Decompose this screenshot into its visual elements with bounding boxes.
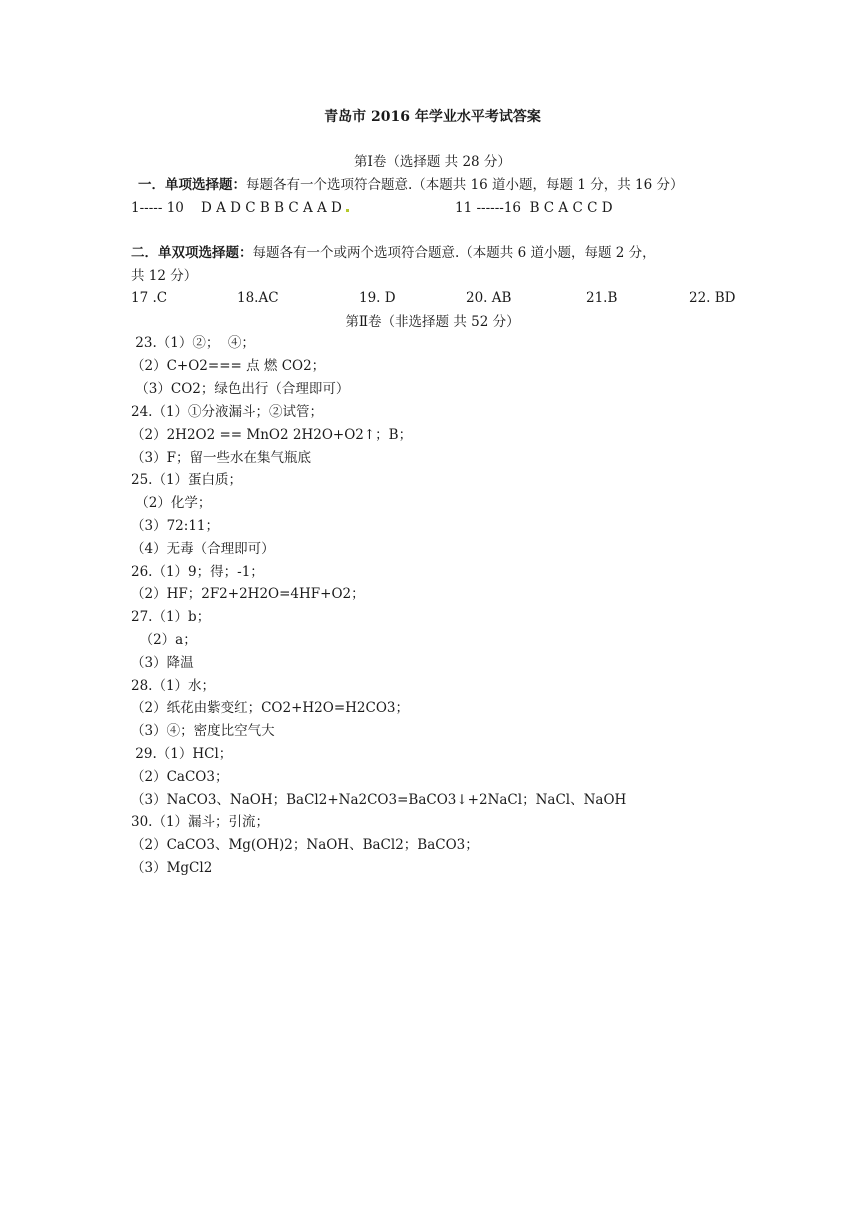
answer-line: 28.（1）水； bbox=[131, 678, 216, 694]
answer-line: （2）2H2O2 == MnO2 2H2O+O2↑；B； bbox=[131, 427, 413, 443]
answer-line: （2）纸花由紫变红；CO2+H2O=H2CO3； bbox=[131, 700, 409, 716]
marker-dot bbox=[346, 209, 349, 212]
answer-line: （3）NaCO3、NaOH；BaCl2+Na2CO3=BaCO3↓+2NaCl；NaCl、NaOH bbox=[131, 792, 627, 808]
answer-line: （3）④；密度比空气大 bbox=[131, 723, 275, 739]
section1-text: 每题各有一个选项符合题意.（本题共 16 道小题，每题 1 分，共 16 分） bbox=[246, 177, 684, 193]
page-title: 青岛市 2016 年学业水平考试答案 bbox=[324, 109, 541, 125]
answer-line: （2）化学； bbox=[131, 495, 212, 511]
section2-instructions-cont: 共 12 分） bbox=[131, 268, 198, 284]
answer-17: 17 .C bbox=[131, 290, 168, 306]
answers-11-16: 11 ------16 B C A C C D bbox=[455, 200, 613, 216]
answer-line: 25.（1）蛋白质； bbox=[131, 472, 243, 488]
answer-line: （2）CaCO3； bbox=[131, 769, 229, 785]
answer-18: 18.AC bbox=[237, 290, 279, 306]
answer-line: （2）a； bbox=[131, 632, 197, 648]
answer-line: （2）HF；2F2+2H2O=4HF+O2； bbox=[131, 586, 365, 602]
section1-instructions bbox=[138, 175, 683, 195]
answer-line: 27.（1）b； bbox=[131, 609, 211, 625]
answer-line: 23.（1）②； ④； bbox=[131, 335, 255, 351]
answer-21: 21.B bbox=[586, 290, 618, 306]
section2-label: 二．单双项选择题： bbox=[131, 245, 253, 261]
answers-1-10-text: 1----- 10 D A D C B B C A A D bbox=[131, 200, 342, 216]
answer-line: 24.（1）①分液漏斗；②试管； bbox=[131, 404, 324, 420]
answer-line: （2）CaCO3、Mg(OH)2；NaOH、BaCl2；BaCO3； bbox=[131, 837, 479, 853]
section2-text: 每题各有一个或两个选项符合题意.（本题共 6 道小题，每题 2 分， bbox=[252, 245, 656, 261]
section1-label: 一．单项选择题： bbox=[138, 177, 246, 193]
part1-heading: 第Ⅰ卷（选择题 共 28 分） bbox=[354, 154, 511, 170]
answer-line: 29.（1）HCl； bbox=[131, 746, 233, 762]
answer-line: 30.（1）漏斗；引流； bbox=[131, 814, 270, 830]
answer-20: 20. AB bbox=[466, 290, 512, 306]
answer-line: （2）C+O2=== 点 燃 CO2； bbox=[131, 358, 326, 374]
answer-19: 19. D bbox=[359, 290, 396, 306]
part2-heading: 第Ⅱ卷（非选择题 共 52 分） bbox=[345, 314, 520, 330]
answer-line: （3）CO2；绿色出行（合理即可） bbox=[131, 381, 350, 397]
answer-line: （3）72:11； bbox=[131, 518, 219, 534]
answers-1-10 bbox=[131, 198, 349, 218]
answer-line: 26.（1）9；得；-1； bbox=[131, 564, 264, 580]
answer-line: （4）无毒（合理即可） bbox=[131, 541, 275, 557]
answer-22: 22. BD bbox=[689, 290, 736, 306]
answer-line: （3）F；留一些水在集气瓶底 bbox=[131, 450, 311, 466]
answer-line: （3）降温 bbox=[131, 655, 194, 671]
section2-instructions bbox=[131, 243, 656, 263]
answer-line: （3）MgCl2 bbox=[131, 860, 213, 876]
